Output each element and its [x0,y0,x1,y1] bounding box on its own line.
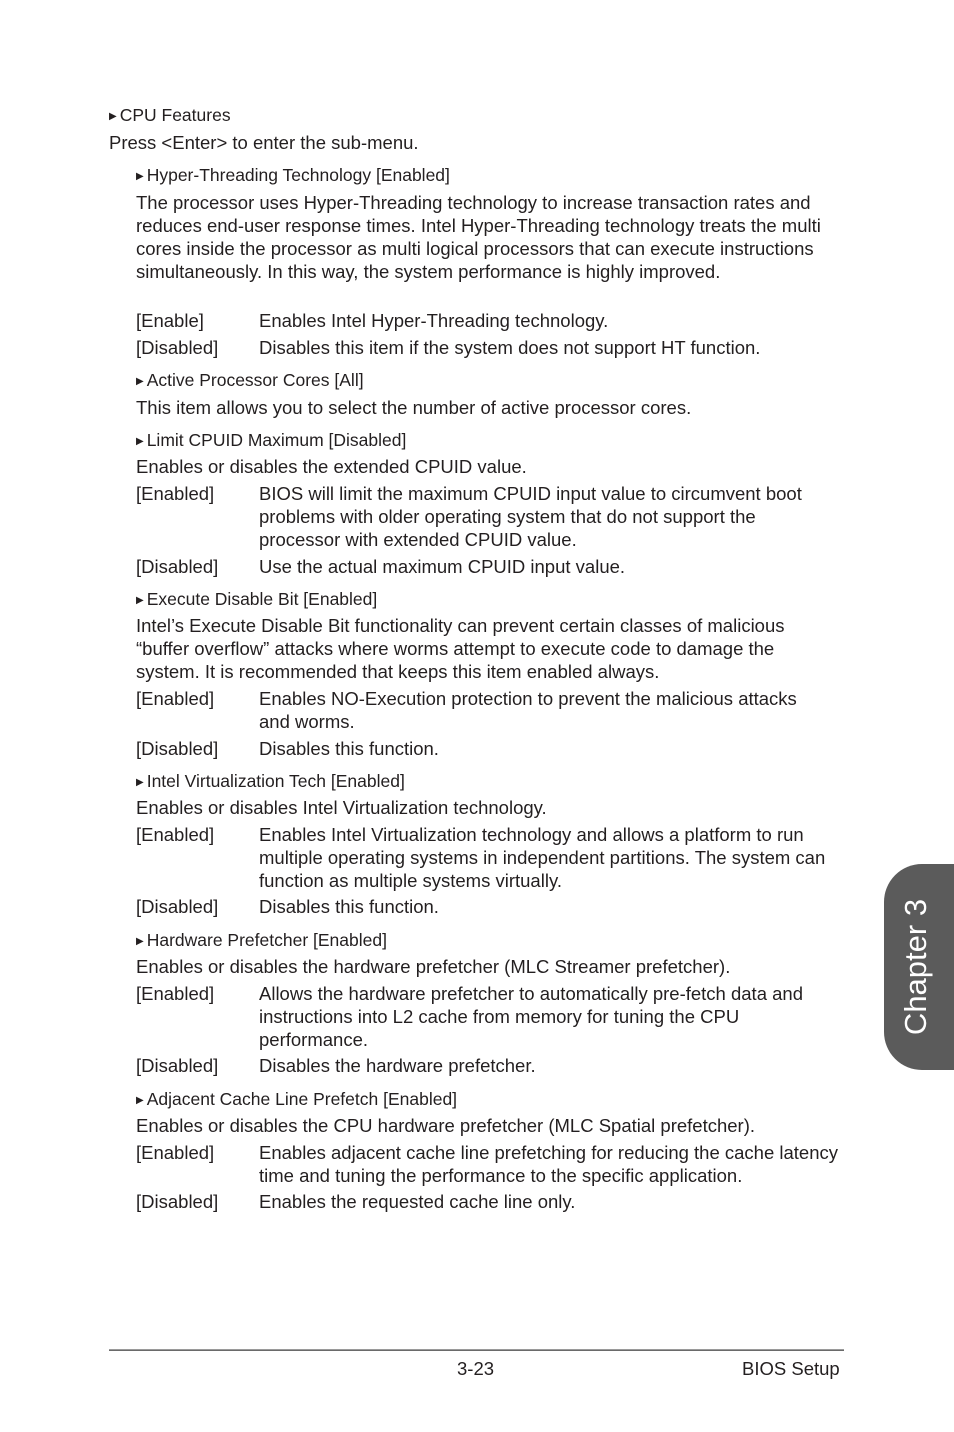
option-key: [Disabled] [136,1191,219,1212]
item-description: Enables or disables Intel Virtualization technology. [136,797,547,818]
option-key: [Disabled] [136,1055,219,1076]
option-key: [Disabled] [136,556,219,577]
option-key: [Enabled] [136,983,215,1004]
item-title: Hyper-Threading Technology [Enabled] [146,165,450,185]
triangle-bullet-icon: ▶ [136,436,144,447]
item-description: Enables or disables the CPU hardware prefetcher (MLC Spatial prefetcher). [136,1115,756,1136]
option-key: [Enabled] [136,688,215,709]
option-text: BIOS will limit the maximum CPUID input value to circumvent boot problems with older operating system that do not support the processor with extended CPUID value. [259,483,802,551]
item-heading-hyper-threading [136,164,450,190]
triangle-bullet-icon: ▶ [136,595,144,606]
item-title: Active Processor Cores [All] [146,370,364,390]
triangle-bullet-icon: ▶ [136,171,144,182]
item-title: Hardware Prefetcher [Enabled] [146,930,387,950]
option-text: Enables NO-Execution protection to prevent the malicious attacks and worms. [259,688,797,733]
item-title: Adjacent Cache Line Prefetch [Enabled] [146,1089,458,1109]
item-heading-active-processor-cores [136,369,364,395]
option-key: [Enable] [136,310,204,331]
option-key: [Enabled] [136,483,215,504]
triangle-bullet-icon: ▶ [109,111,117,122]
triangle-bullet-icon: ▶ [136,777,144,788]
item-title: Limit CPUID Maximum [Disabled] [146,430,407,450]
option-key: [Disabled] [136,896,219,917]
item-heading-execute-disable-bit [136,588,377,614]
triangle-bullet-icon: ▶ [136,1095,144,1106]
option-text: Disables this function. [259,896,439,917]
option-text: Enables Intel Virtualization technology and allows a platform to run multiple operating systems in independent partitions. The system can function as multiple systems virtually. [259,824,826,892]
option-text: Enables Intel Hyper-Threading technology. [259,310,609,331]
chapter-tab-label: Chapter 3 [898,898,933,1036]
option-text: Disables the hardware prefetcher. [259,1055,536,1076]
triangle-bullet-icon: ▶ [136,936,144,947]
option-text: Disables this item if the system does not support HT function. [259,337,761,358]
option-text: Disables this function. [259,738,439,759]
item-description: The processor uses Hyper-Threading technology to increase transaction rates and reduces end-user response times. Intel Hyper-Threading technology treats the multi cores inside the processor as multi logical processors that can execute instructions simultaneously. In this way, the system performance is highly improved. [136,192,821,283]
item-title: Execute Disable Bit [Enabled] [146,589,378,609]
item-description: Enables or disables the extended CPUID value. [136,456,527,477]
option-text: Allows the hardware prefetcher to automatically pre-fetch data and instructions into L2 cache from memory for tuning the CPU performance. [259,983,803,1051]
item-heading-adjacent-cache-line [136,1088,457,1114]
item-title: Intel Virtualization Tech [Enabled] [146,771,405,791]
item-description: This item allows you to select the number of active processor cores. [136,397,692,418]
item-description: Intel’s Execute Disable Bit functionality can prevent certain classes of malicious “buffer overflow” attacks where worms attempt to execute code to damage the system. It is recommended that keeps this item enabled always. [136,615,785,683]
item-description: Enables or disables the hardware prefetcher (MLC Streamer prefetcher). [136,956,731,977]
option-key: [Enabled] [136,824,215,845]
item-heading-hardware-prefetcher [136,929,387,955]
chapter-tab [884,864,954,1070]
option-key: [Enabled] [136,1142,215,1163]
page-number: 3-23 [457,1358,495,1379]
option-key: [Disabled] [136,738,219,759]
item-heading-intel-virtualization [136,770,405,796]
option-text: Enables the requested cache line only. [259,1191,576,1212]
footer-divider [109,1349,844,1351]
section-heading [109,104,231,130]
triangle-bullet-icon: ▶ [136,376,144,387]
section-title: CPU Features [119,105,231,125]
item-heading-limit-cpuid [136,429,406,455]
section-description: Press <Enter> to enter the sub-menu. [109,132,419,153]
option-text: Enables adjacent cache line prefetching for reducing the cache latency time and tuning the performance to the specific application. [259,1142,839,1187]
option-text: Use the actual maximum CPUID input value. [259,556,626,577]
option-key: [Disabled] [136,337,219,358]
footer-section-name: BIOS Setup [742,1358,840,1379]
